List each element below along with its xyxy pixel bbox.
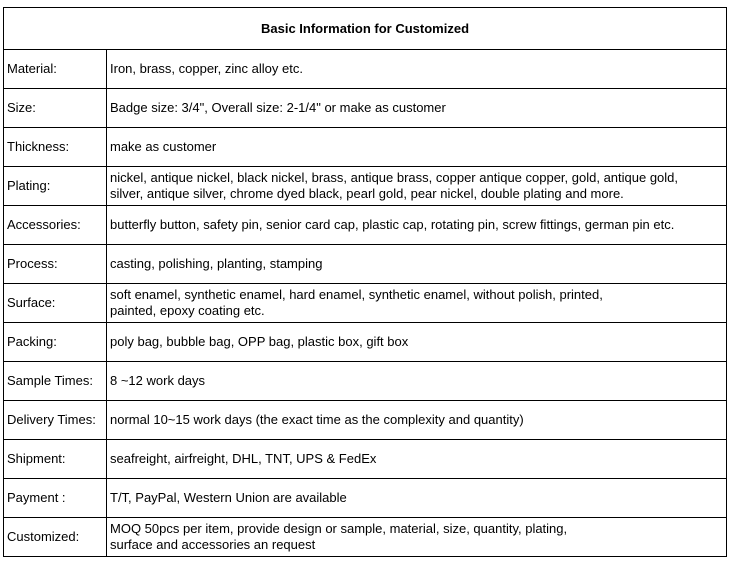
row-value-line: Iron, brass, copper, zinc alloy etc.	[110, 61, 303, 76]
row-value	[107, 362, 727, 401]
row-value-line: soft enamel, synthetic enamel, hard enamel, synthetic enamel, without polish, printed,	[110, 287, 603, 302]
row-value	[107, 440, 727, 479]
row-value-line: painted, epoxy coating etc.	[110, 303, 265, 318]
row-value-line: nickel, antique nickel, black nickel, brass, antique brass, copper antique copper, gold, antique gold,	[110, 170, 679, 185]
table-row-size	[4, 89, 727, 128]
row-value	[107, 323, 727, 362]
row-label: Payment :	[4, 479, 107, 518]
table-row-sample-times	[4, 362, 727, 401]
row-label: Sample Times:	[4, 362, 107, 401]
table-row-surface	[4, 284, 727, 323]
row-label: Plating:	[4, 167, 107, 206]
table-row-customized	[4, 518, 727, 557]
row-value	[107, 206, 727, 245]
row-value	[107, 479, 727, 518]
row-value-line: Badge size: 3/4", Overall size: 2-1/4" or make as customer	[110, 100, 446, 115]
table-row-plating	[4, 167, 727, 206]
row-label: Accessories:	[4, 206, 107, 245]
row-value-line: casting, polishing, planting, stamping	[110, 256, 323, 271]
table-row-delivery-times	[4, 401, 727, 440]
row-value-line: normal 10~15 work days (the exact time as the complexity and quantity)	[110, 412, 524, 427]
row-value-line: butterfly button, safety pin, senior card cap, plastic cap, rotating pin, screw fittings, german pin etc.	[110, 217, 675, 232]
table-row-process	[4, 245, 727, 284]
row-value-line: T/T, PayPal, Western Union are available	[110, 490, 347, 505]
row-value	[107, 401, 727, 440]
row-label: Customized:	[4, 518, 107, 557]
row-label: Process:	[4, 245, 107, 284]
row-label: Size:	[4, 89, 107, 128]
row-value	[107, 89, 727, 128]
row-label: Packing:	[4, 323, 107, 362]
table-row-packing	[4, 323, 727, 362]
table-row-accessories	[4, 206, 727, 245]
row-value-line: 8 ~12 work days	[110, 373, 206, 388]
row-value-line: surface and accessories an request	[110, 537, 316, 552]
table-row-payment	[4, 479, 727, 518]
row-label: Material:	[4, 50, 107, 89]
row-value	[107, 284, 727, 323]
row-label: Delivery Times:	[4, 401, 107, 440]
row-value-line: make as customer	[110, 139, 217, 154]
title-row	[4, 8, 727, 50]
row-value	[107, 50, 727, 89]
row-value	[107, 518, 727, 557]
table-row-shipment	[4, 440, 727, 479]
table-row-material	[4, 50, 727, 89]
row-value-line: poly bag, bubble bag, OPP bag, plastic box, gift box	[110, 334, 409, 349]
table-row-thickness	[4, 128, 727, 167]
row-value	[107, 167, 727, 206]
row-label: Surface:	[4, 284, 107, 323]
row-value-line: silver, antique silver, chrome dyed black, pearl gold, pear nickel, double plating and more.	[110, 186, 624, 201]
row-value-line: seafreight, airfreight, DHL, TNT, UPS & FedEx	[110, 451, 377, 466]
basic-info-table	[3, 7, 727, 557]
table-title: Basic Information for Customized	[4, 8, 727, 50]
row-label: Thickness:	[4, 128, 107, 167]
row-value	[107, 245, 727, 284]
row-value	[107, 128, 727, 167]
row-value-line: MOQ 50pcs per item, provide design or sample, material, size, quantity, plating,	[110, 521, 568, 536]
row-label: Shipment:	[4, 440, 107, 479]
